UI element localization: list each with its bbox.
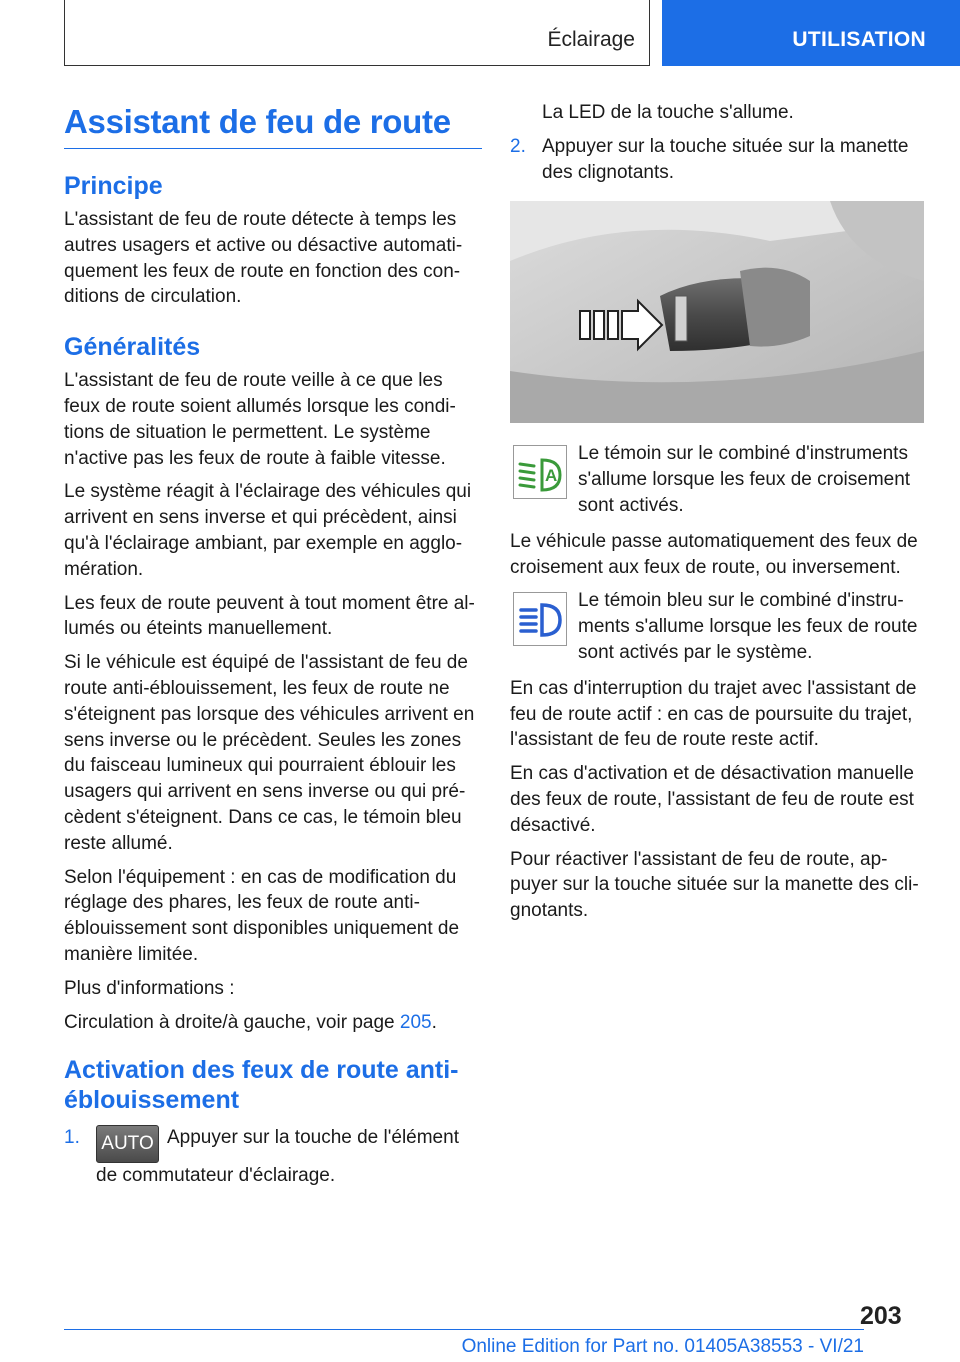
step-1-text: Appuyer sur la touche de l'élément de commutateur d'éclairage. <box>96 1127 459 1187</box>
heading-activation: Activation des feux de route anti-éblouissement <box>64 1056 459 1115</box>
turn-signal-stalk-photo <box>510 201 924 423</box>
high-beam-indicator-icon <box>513 592 567 646</box>
step-2-text: Appuyer sur la touche située sur la manette des clignotants. <box>542 135 909 183</box>
indicator-row-1 <box>510 441 924 518</box>
generalites-p5: Selon l'équipement : en cas de modification du réglage des phares, les feux de route anti-éblouissement sont disponibles uniquement de manière limitée. <box>64 866 460 965</box>
auto-button-icon: AUTO <box>96 1125 159 1163</box>
step-2-number: 2. <box>510 135 526 157</box>
generalites-p6: Plus d'informations : <box>64 977 235 999</box>
page-number: 203 <box>860 1302 902 1330</box>
page-reference <box>64 1010 482 1036</box>
stalk-illustration-icon <box>510 201 924 423</box>
generalites-p4: Si le véhicule est équipé de l'assistant de feu de route anti-éblouissement, les feux de route ne s'éteignent pas lorsque des véhicules arrivent en sens inverse ou le précèdent. Seules les zones du faisceau lumineux qui pourraient éblouir les usagers qui arrivent en sens inverse ou qui pré-cèdent s'éteignent. Dans ce cas, le témoin bleu reste allumé. <box>64 652 475 854</box>
indicator-2-text: Le témoin bleu sur le combiné d'instru-ments s'allume lorsque les feux de route sont activés par le système. <box>578 590 918 663</box>
low-beam-assist-indicator-icon <box>513 445 567 499</box>
indicator-row-2 <box>510 588 924 665</box>
step-1 <box>64 1125 482 1189</box>
header-chapter-box <box>64 0 650 66</box>
header-chapter: Éclairage <box>547 28 635 51</box>
generalites-p1: L'assistant de feu de route veille à ce que les feux de route soient allumés lorsque les condi-tions de situation le permettent. Le système n'active pas les feux de route à faible vitesse. <box>64 370 456 469</box>
indicator-1-text: Le témoin sur le combiné d'instruments s'allume lorsque les feux de croisement sont activés. <box>578 443 911 516</box>
step-1-continued-text: La LED de la touche s'allume. <box>542 102 794 123</box>
footer-edition: Online Edition for Part no. 01405A38553 - VI/21 <box>461 1336 864 1357</box>
page-title: Assistant de feu de route <box>64 100 482 149</box>
heading-principe: Principe <box>64 172 163 200</box>
heading-generalites: Généralités <box>64 333 201 362</box>
page-reference-text: Circulation à droite/à gauche, voir page <box>64 1011 400 1033</box>
right-column <box>510 100 924 932</box>
step-2 <box>510 134 924 186</box>
page-link-205[interactable]: 205 <box>399 1011 432 1033</box>
page-reference-end: . <box>431 1011 437 1033</box>
generalites-p3: Les feux de route peuvent à tout moment être al-lumés ou éteints manuellement. <box>64 592 475 640</box>
steps-list <box>64 1125 482 1189</box>
generalites-p2: Le système réagit à l'éclairage des véhicules qui arrivent en sens inverse et qui précèdent, ainsi qu'à l'éclairage ambiant, par exemple en agglo-mération. <box>64 481 472 580</box>
svg-text:A: A <box>545 466 558 486</box>
principe-text: L'assistant de feu de route détecte à temps les autres usagers et active ou désactive automati-quement les feux de route en fonction des con-ditions de circulation. <box>64 209 463 308</box>
footer-divider <box>64 1329 864 1330</box>
right-para-4: Pour réactiver l'assistant de feu de route, ap-puyer sur la touche située sur la manette des cli-gnotants. <box>510 848 919 922</box>
step-1-number: 1. <box>64 1127 80 1149</box>
right-para-1: Le véhicule passe automatiquement des feux de croisement aux feux de route, ou inversement. <box>510 530 918 578</box>
right-para-3: En cas d'activation et de désactivation manuelle des feux de route, l'assistant de feu de route est désactivé. <box>510 763 914 836</box>
header-section: UTILISATION <box>792 28 926 51</box>
step-1-continued <box>510 100 924 126</box>
header-section-box <box>662 0 960 66</box>
right-para-2: En cas d'interruption du trajet avec l'assistant de feu de route actif : en cas de poursuite du trajet, l'assistant de feu de route reste actif. <box>510 677 917 751</box>
left-column <box>64 100 482 1197</box>
steps-list-continued <box>510 100 924 185</box>
